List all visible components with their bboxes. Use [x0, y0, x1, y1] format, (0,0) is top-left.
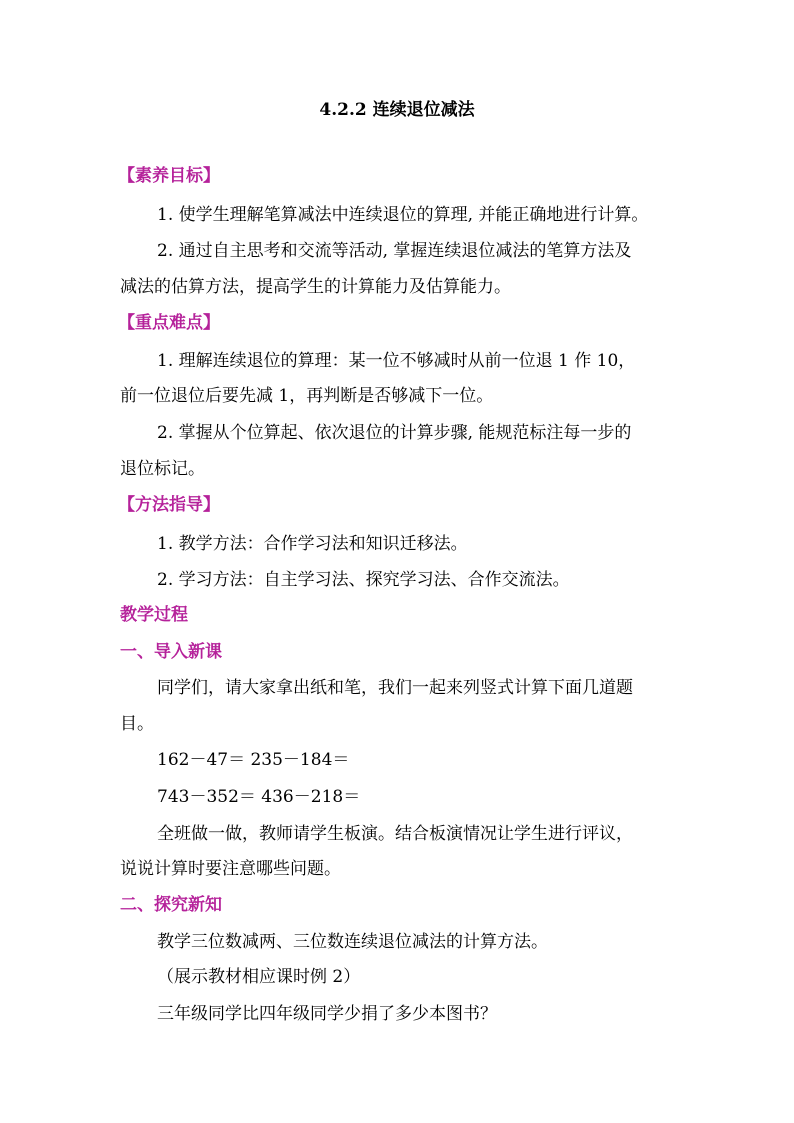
key-paragraph-2-line-1: 2. 掌握从个位算起、依次退位的计算步骤, 能规范标注每一步的	[157, 423, 632, 443]
section-heading-key-points: 【重点难点】	[118, 313, 220, 333]
section-heading-method: 【方法指导】	[118, 495, 220, 515]
goals-paragraph-1: 1. 使学生理解笔算减法中连续退位的算理, 并能正确地进行计算。	[157, 205, 649, 225]
key-paragraph-1-line-2: 前一位退位后要先减 1，再判断是否够减下一位。	[120, 386, 494, 406]
intro-equations-line-1: 162－47＝ 235－184＝	[157, 750, 350, 770]
explore-paragraph-2: （展示教材相应课时例 2）	[157, 967, 361, 987]
intro-equations-line-2: 743－352＝ 436－218＝	[157, 787, 361, 807]
intro-paragraph-2-line-1: 全班做一做，教师请学生板演。结合板演情况让学生进行评议，	[157, 824, 633, 844]
explore-paragraph-1: 教学三位数减两、三位数连续退位减法的计算方法。	[157, 932, 548, 952]
key-paragraph-1-line-1: 1. 理解连续退位的算理：某一位不够减时从前一位退 1 作 10，	[157, 351, 636, 371]
section-heading-intro: 一、导入新课	[120, 642, 222, 662]
section-heading-goals: 【素养目标】	[118, 166, 220, 186]
goals-paragraph-2-line-1: 2. 通过自主思考和交流等活动, 掌握连续退位减法的笔算方法及	[157, 241, 632, 261]
method-paragraph-2: 2. 学习方法：自主学习法、探究学习法、合作交流法。	[157, 570, 570, 590]
section-heading-process: 教学过程	[120, 605, 188, 625]
intro-paragraph-1-line-2: 目。	[120, 714, 154, 734]
key-paragraph-2-line-2: 退位标记。	[120, 459, 205, 479]
section-heading-explore: 二、探究新知	[120, 895, 222, 915]
explore-paragraph-3: 三年级同学比四年级同学少捐了多少本图书？	[157, 1004, 497, 1024]
intro-paragraph-1-line-1: 同学们，请大家拿出纸和笔，我们一起来列竖式计算下面几道题	[157, 678, 633, 698]
method-paragraph-1: 1. 教学方法：合作学习法和知识迁移法。	[157, 534, 468, 554]
goals-paragraph-2-line-2: 减法的估算方法，提高学生的计算能力及估算能力。	[120, 277, 511, 297]
intro-paragraph-2-line-2: 说说计算时要注意哪些问题。	[120, 859, 341, 879]
page-title: 4.2.2 连续退位减法	[319, 100, 475, 120]
